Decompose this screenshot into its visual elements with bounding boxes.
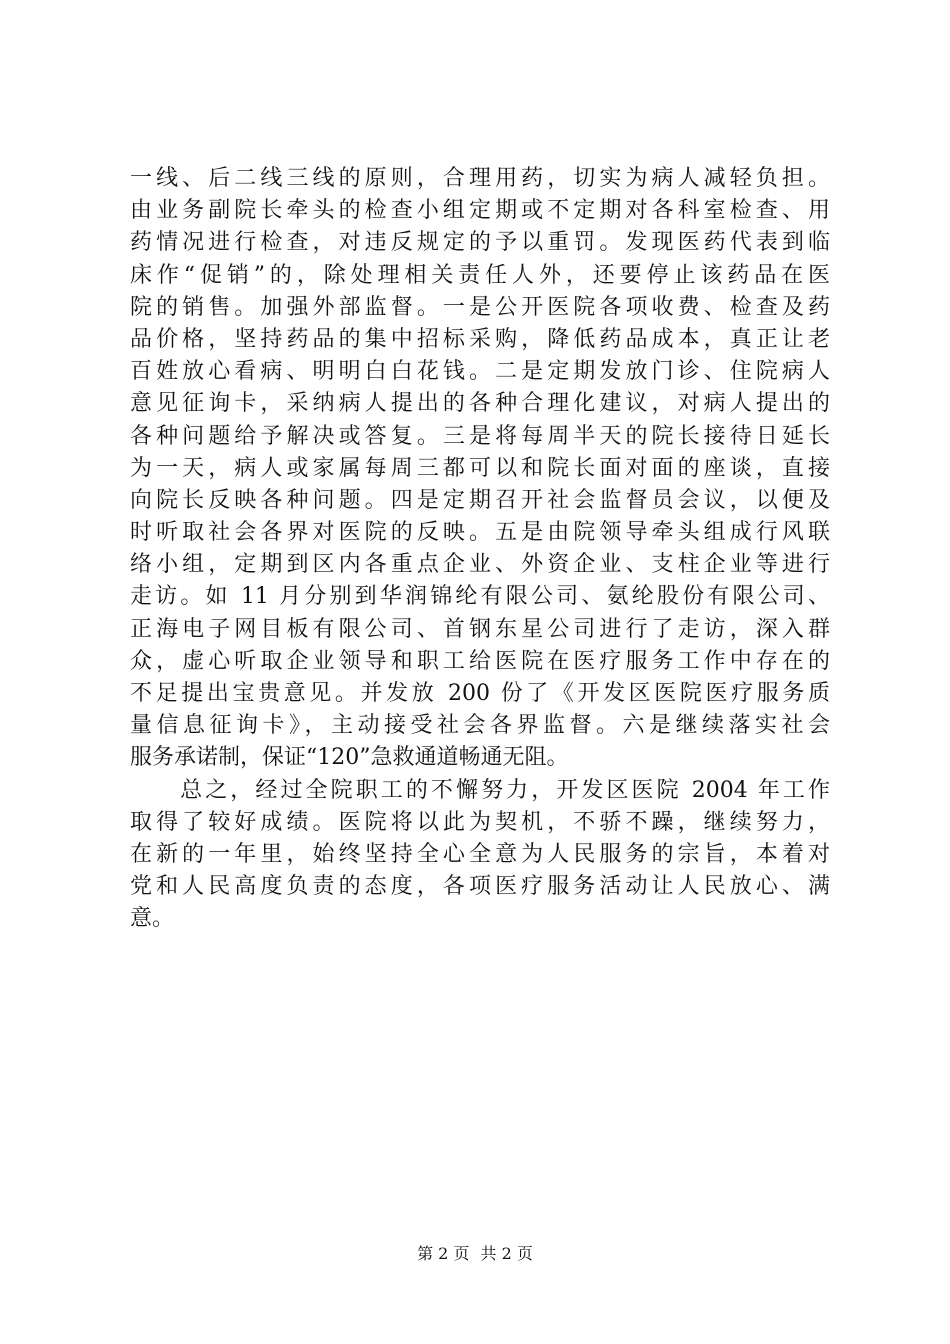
- body-line-12: 时听取社会各界对医院的反映。五是由院领导牵头组成行风联: [130, 520, 830, 546]
- body-line-19: 服务承诺制，保证“120”急救通道畅通无阻。: [130, 745, 569, 771]
- body-line-17: 不足提出宝贵意见。并发放 200 份了《开发区医院医疗服务质: [130, 681, 830, 706]
- body-line-10: 为一天，病人或家属每周三都可以和院长面对面的座谈，直接: [130, 455, 830, 481]
- body-line-16: 众，虚心听取企业领导和职工给医院在医疗服务工作中存在的: [130, 648, 830, 674]
- body-line-15: 正海电子网目板有限公司、首钢东星公司进行了走访，深入群: [130, 616, 830, 642]
- body-line-5: 院的销售。加强外部监督。一是公开医院各项收费、检查及药: [130, 294, 830, 320]
- body-line-1: 一线、后二线三线的原则，合理用药，切实为病人减轻负担。: [130, 166, 830, 191]
- body-line-7: 百姓放心看病、明明白白花钱。二是定期发放门诊、住院病人: [130, 359, 830, 385]
- page-number: 第 2 页: [417, 1244, 470, 1263]
- body-line-22: 在新的一年里，始终坚持全心全意为人民服务的宗旨，本着对: [130, 841, 830, 867]
- body-line-11: 向院长反映各种问题。四是定期召开社会监督员会议，以便及: [130, 487, 830, 513]
- body-line-23: 党和人民高度负责的态度，各项医疗服务活动让人民放心、满: [130, 874, 830, 900]
- body-line-9: 各种问题给予解决或答复。三是将每周半天的院长接待日延长: [130, 423, 830, 449]
- document-body: [130, 163, 830, 936]
- body-line-3: 药情况进行检查，对违反规定的予以重罚。发现医药代表到临: [130, 230, 830, 256]
- body-line-18: 量信息征询卡》，主动接受社会各界监督。六是继续落实社会: [130, 713, 830, 739]
- body-line-13: 络小组，定期到区内各重点企业、外资企业、支柱企业等进行: [130, 552, 830, 578]
- body-line-6: 品价格，坚持药品的集中招标采购，降低药品成本，真正让老: [130, 326, 830, 352]
- body-line-21: 取得了较好成绩。医院将以此为契机，不骄不躁，继续努力，: [130, 809, 830, 835]
- body-line-14: 走访。如 11 月分别到华润锦纶有限公司、氨纶股份有限公司、: [130, 584, 830, 610]
- page-footer: [0, 1243, 950, 1265]
- body-line-8: 意见征询卡，采纳病人提出的各种合理化建议，对病人提出的: [130, 391, 830, 417]
- body-line-2: 由业务副院长牵头的检查小组定期或不定期对各科室检查、用: [130, 198, 830, 224]
- body-line-20: 总之，经过全院职工的不懈努力，开发区医院 2004 年工作: [130, 777, 830, 803]
- body-line-4: 床作“促销”的，除处理相关责任人外，还要停止该药品在医: [130, 262, 830, 288]
- body-line-24: 意。: [130, 906, 175, 932]
- page-total: 共 2 页: [480, 1244, 533, 1263]
